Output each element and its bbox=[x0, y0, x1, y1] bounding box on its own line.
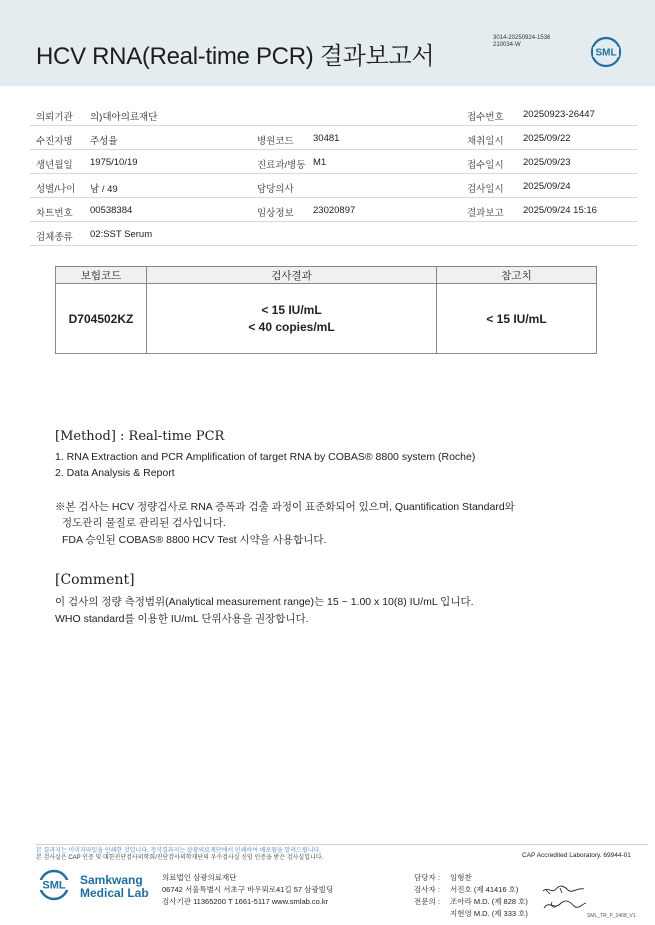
staff-info bbox=[414, 872, 528, 920]
report-title: HCV RNA(Real-time PCR) 결과보고서 bbox=[36, 43, 435, 70]
info-row bbox=[30, 126, 638, 150]
report-date-value: 2025/09/24 15:16 bbox=[523, 205, 597, 216]
receipt-date-label: 접수일시 bbox=[467, 160, 504, 171]
sex-age-label: 성별/나이 bbox=[36, 184, 76, 195]
receipt-no-label: 접수번호 bbox=[467, 112, 504, 123]
brand-name bbox=[80, 874, 149, 900]
comment-line-1: 이 검사의 정량 측정범위(Analytical measurement range)는 15 ~ 1.00 x 10(8) IU/mL 입니다. bbox=[55, 596, 474, 608]
result-copies: < 40 copies/mL bbox=[248, 320, 335, 334]
corp-address: 06742 서울특별시 서초구 바우뫼로41길 57 삼광빌딩 bbox=[162, 885, 334, 894]
institution-value: 의)대아의료재단 bbox=[90, 112, 158, 123]
comment-title: [Comment] bbox=[55, 572, 135, 588]
method-line-2: 2. Data Analysis & Report bbox=[55, 467, 175, 479]
corporation-info bbox=[162, 872, 333, 908]
corp-contact: 검사기관 11365200 T 1661-5117 www.smlab.co.kr bbox=[162, 897, 329, 906]
doc-id-line2: 210034-W bbox=[493, 42, 521, 48]
clinical-value: 23020897 bbox=[313, 205, 356, 216]
clinical-label: 임상정보 bbox=[257, 208, 294, 219]
brand-line-2: Medical Lab bbox=[80, 886, 149, 900]
collect-date-value: 2025/09/22 bbox=[523, 133, 571, 144]
method-note-3: FDA 승인된 COBAS® 8800 HCV Test 시약을 사용합니다. bbox=[62, 534, 327, 546]
test-result-cell bbox=[147, 284, 437, 354]
col-reference: 참고치 bbox=[437, 267, 597, 284]
receipt-date-value: 2025/09/23 bbox=[523, 157, 571, 168]
chart-value: 00538384 bbox=[90, 205, 133, 216]
dept-label: 진료과/병동 bbox=[257, 160, 306, 171]
expert-name-1: 조아라 M.D. (제 828 호) bbox=[450, 897, 528, 906]
method-note-2: 정도관리 물질로 관리된 검사입니다. bbox=[62, 517, 226, 529]
manager-label: 담당자 : bbox=[414, 873, 440, 882]
specimen-label: 검체종류 bbox=[36, 232, 73, 243]
expert-name-2: 지현영 M.D. (제 333 호) bbox=[450, 909, 528, 918]
patient-value: 주성율 bbox=[90, 136, 118, 147]
result-iu: < 15 IU/mL bbox=[261, 303, 322, 317]
manager-name: 임형찬 bbox=[450, 873, 472, 882]
dept-value: M1 bbox=[313, 157, 327, 168]
report-header bbox=[0, 0, 655, 86]
insurance-code-cell: D704502KZ bbox=[56, 284, 147, 354]
corp-name: 의료법인 삼광의료재단 bbox=[162, 873, 237, 882]
doctor-label: 담당의사 bbox=[257, 184, 294, 195]
test-date-value: 2025/09/24 bbox=[523, 181, 571, 192]
birth-label: 생년월일 bbox=[36, 160, 73, 171]
comment-line-2: WHO standard를 이용한 IU/mL 단위사용을 권장합니다. bbox=[55, 613, 309, 625]
hospital-code-value: 30481 bbox=[313, 133, 340, 144]
method-title: [Method] : Real-time PCR bbox=[55, 429, 225, 444]
hospital-code-label: 병원코드 bbox=[257, 136, 294, 147]
result-header-row bbox=[56, 267, 597, 284]
patient-info-table bbox=[30, 102, 638, 246]
info-row bbox=[30, 222, 638, 246]
doc-id-line1: 3014-20250924-1536 bbox=[493, 35, 551, 41]
col-insurance-code: 보험코드 bbox=[56, 267, 147, 284]
institution-label: 의뢰기관 bbox=[36, 112, 73, 123]
svg-text:SML: SML bbox=[595, 47, 617, 59]
collect-date-label: 채취일시 bbox=[467, 136, 504, 147]
birth-value: 1975/10/19 bbox=[90, 157, 138, 168]
svg-text:SML: SML bbox=[42, 879, 66, 892]
image-notice: 본 결과지는 이미지파일을 인쇄한 것입니다. 정식결과지는 삼광의료재단에서 인쇄하여 배포됨을 알려드립니다. bbox=[36, 848, 321, 854]
cap-notice: 본 검사실은 CAP 인증 및 대한진단검사의학회/진단검사의학재단의 우수검사실 신임 인증을 받은 검사실입니다. bbox=[36, 855, 324, 861]
form-code: SML_TR_P_2408_V1 bbox=[587, 913, 636, 919]
chart-label: 차트번호 bbox=[36, 208, 73, 219]
method-line-1: 1. RNA Extraction and PCR Amplification of target RNA by COBAS® 8800 system (Roche) bbox=[55, 451, 476, 463]
brand-line-1: Samkwang bbox=[80, 873, 143, 887]
info-row bbox=[30, 102, 638, 126]
result-row bbox=[56, 284, 597, 354]
cap-accreditation: CAP Accredited Laboratory. 69944-01 bbox=[522, 852, 631, 859]
sml-logo-icon bbox=[590, 36, 622, 68]
info-row bbox=[30, 150, 638, 174]
info-row bbox=[30, 174, 638, 198]
expert-label: 전문의 : bbox=[414, 897, 440, 906]
patient-label: 수진자명 bbox=[36, 136, 73, 147]
document-id bbox=[493, 35, 550, 49]
samkwang-logo-icon bbox=[36, 869, 76, 901]
receipt-no-value: 20250923-26447 bbox=[523, 109, 595, 120]
signature-image bbox=[540, 882, 588, 914]
result-table bbox=[55, 266, 597, 354]
col-test-result: 검사결과 bbox=[147, 267, 437, 284]
reference-cell: < 15 IU/mL bbox=[437, 284, 597, 354]
info-row bbox=[30, 198, 638, 222]
specimen-value: 02:SST Serum bbox=[90, 229, 153, 240]
method-note-1: ※본 검사는 HCV 정량검사로 RNA 증폭과 검출 과정이 표준화되어 있으며, Quantification Standard와 bbox=[55, 501, 515, 513]
report-date-label: 결과보고 bbox=[467, 208, 504, 219]
tester-name: 서진호 (제 41416 호) bbox=[450, 885, 519, 894]
tester-label: 검사자 : bbox=[414, 885, 440, 894]
sex-age-value: 남 / 49 bbox=[90, 184, 118, 195]
test-date-label: 검사일시 bbox=[467, 184, 504, 195]
